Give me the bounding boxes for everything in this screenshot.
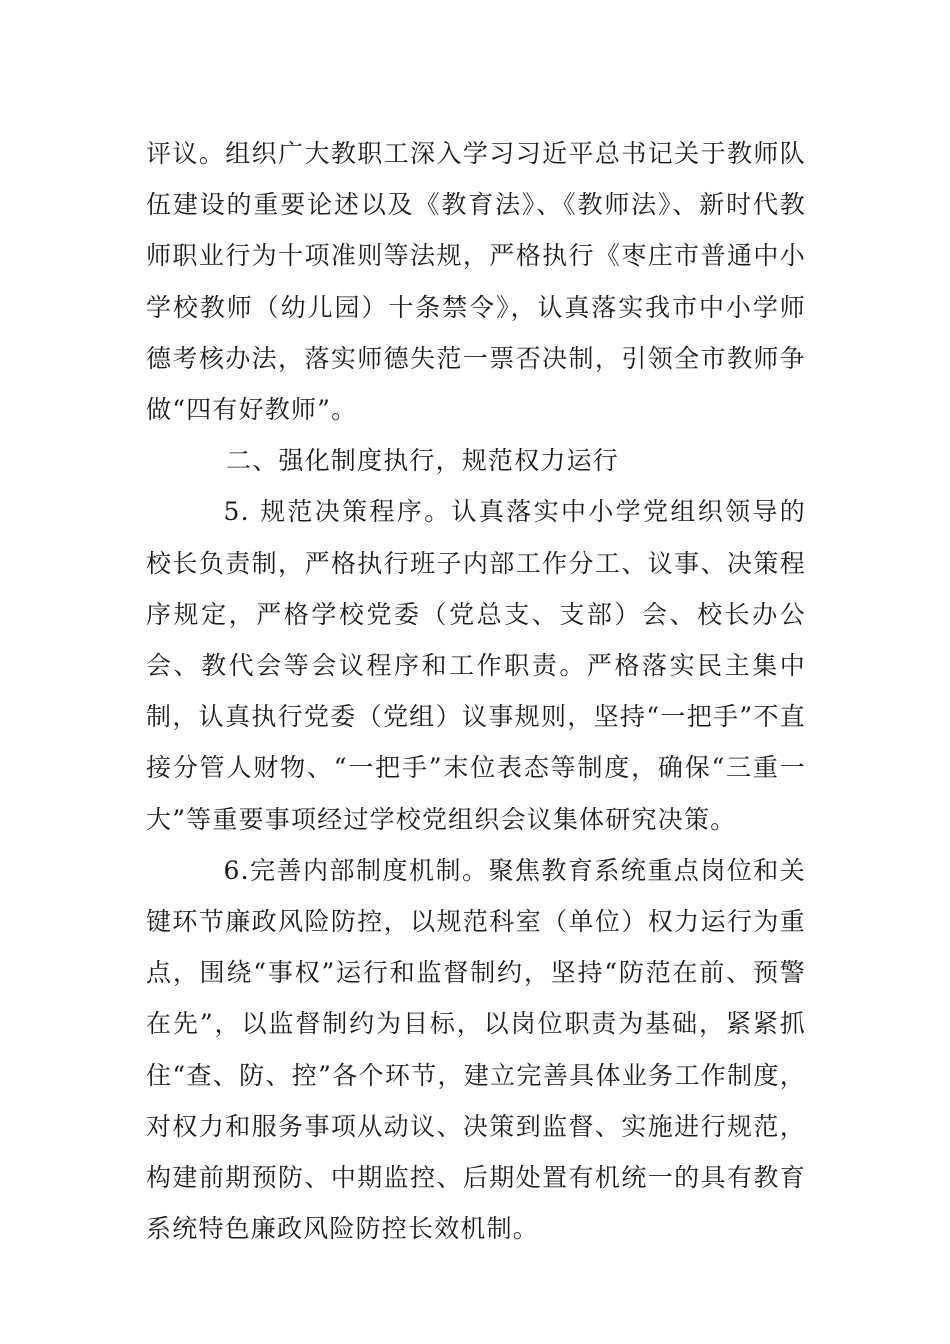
- paragraph-item-6: [146, 845, 806, 1255]
- paragraph-item-5: [146, 486, 806, 844]
- section-heading-text: 二、强化制度执行，规范权力运行: [226, 446, 620, 476]
- paragraph-text: 完善内部制度机制。聚焦教育系统重点岗位和关键环节廉政风险防控，以规范科室（单位）权力运行为重点，围绕“事权”运行和监督制约，坚持“防范在前、预警在先”，以监督制约为目标，以岗位职责为基础，紧紧抓住“查、防、控”各个环节，建立完善具体业务工作制度，对权力和服务事项从动议、决策到监督、实施进行规范，构建前期预防、中期监控、后期处置有机统一的具有教育系统特色廉政风险防控长效机制。: [146, 855, 806, 1244]
- paragraph-continuation: [146, 128, 806, 435]
- document-body: [146, 128, 806, 1254]
- paragraph-text: 评议。组织广大教职工深入学习习近平总书记关于教师队伍建设的重要论述以及《教育法》、《教师法》、新时代教师职业行为十项准则等法规，严格执行《枣庄市普通中小学校教师（幼儿园）十条禁令》，认真落实我市中小学师德考核办法，落实师德失范一票否决制，引领全市教师争做“四有好教师”。: [146, 139, 806, 425]
- section-heading: [146, 435, 806, 486]
- paragraph-text: 规范决策程序。认真落实中小学党组织领导的校长负责制，严格执行班子内部工作分工、议事、决策程序规定，严格学校党委（党总支、支部）会、校长办公会、教代会等会议程序和工作职责。严格落实民主集中制，认真执行党委（党组）议事规则，坚持“一把手”不直接分管人财物、“一把手”末位表态等制度，确保“三重一大”等重要事项经过学校党组织会议集体研究决策。: [146, 497, 806, 834]
- item-number: 5.: [223, 497, 250, 527]
- item-number: 6.: [223, 855, 250, 885]
